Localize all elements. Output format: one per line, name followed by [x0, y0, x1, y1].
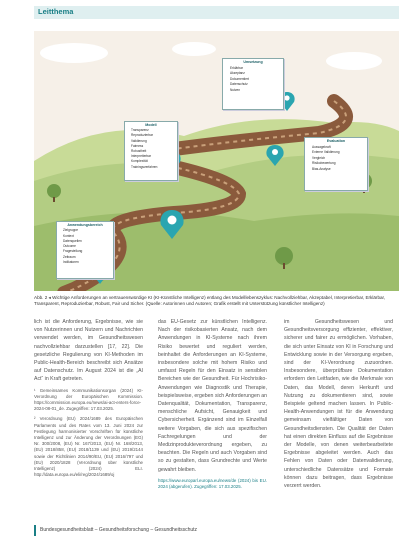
clipboard-item: Interpretierbar: [131, 154, 152, 159]
footnote: ¹ Gemeinsames Kommunikationsorgan (2024) KI-Verordnung der Europäischen Kommission. https://commission.europa.eu/news/ai-act-enters-force-2024-08-01_de. Zugegriffen: 17.03.2025.: [34, 387, 143, 412]
clipboard-item: Transparenz: [131, 128, 149, 133]
clipboard-box: [304, 137, 368, 191]
clipboard-item: Zielgruppe: [63, 228, 79, 233]
clipboard-item: Robustheit: [131, 148, 147, 153]
figure-illustration: [34, 31, 399, 291]
clipboard-item: Risikobewertung: [312, 161, 336, 165]
clipboard-item: Reproduzierbar: [131, 133, 153, 138]
clipboard-item: Komplexität: [131, 159, 148, 164]
section-label: Leitthema: [38, 7, 74, 16]
text-column-middle: [158, 318, 267, 490]
section-header: [34, 6, 399, 19]
body-paragraph: das EU-Gesetz zur künstlichen Intelligenz. Nach der risikobasierten Ansatz, nach dem Anwendungen in KI-Systeme nach ihrem Risiko bewertet und reguliert werden, beinhaltet die Anforderungen an KI-Systeme, insbesondere solche mit hohem Risiko und umfasst Regeln für den Einsatz in sensiblen Bereichen wie der Gesundheit. Für Hochrisiko-Anwendungen wie Diagnostik und Therapie, beispielsweise, ergeben sich Anforderungen an Datenqualität, Dokumentation, Transparenz, menschliche Aufsicht, Genauigkeit und Cybersicherheit. Ergänzend sind im Einzelfall weitere Vorgaben, die sich aus spezifischen Fachregelungen und der Medizinprodukteverordnung ergeben, zu beachten. Die Regeln und auch Vorgaben sind so zu gestalten, dass Grundrechte und Werte gewahrt bleiben.: [158, 319, 267, 473]
clipboard-item: Outcome: [63, 244, 76, 249]
clipboard-item: Erklärbar: [230, 65, 243, 70]
figure-caption: Abb. 2 ◂ Wichtige Anforderungen an vertrauenswürdige KI (KI-Künstliche Intelligenz) entlang des Modelllebenszyklus: Nachvollziehbar, Akzeptabel, Interpretierbar, Erklärbar, Transparent, Reproduzierbar, Robust, Fair und Sicher. (Quelle: Autorinnen und Autoren; Grafik erstellt mit Unterstützung künstlicher Intelligenz): [34, 295, 386, 307]
clipboard-item: Dokumentiert: [230, 76, 249, 81]
clipboard-item: Validierung: [131, 138, 147, 143]
clipboard-item: Trainingsverfahren: [131, 164, 158, 169]
body-paragraph: im Gesundheitswesen und Gesundheitsversorgung effizienter, effektiver, sicherer und fairer zu ermöglichen. Vorhaben, die sich unter Einsatz von KI in Forschung und Entwicklung sowie in der Versorgung ergeben, sind der KI-Verordnung zuzuordnen. Insbesondere, überprüfbare Dokumentation erfordern den Leitfaden, wie die Merkmale von Daten, das Modell, deren Herkunft und Nutzung zu dokumentieren sind, sowie Beispiele geltend machen lassen. In Public-Health-Anwendungen ist für die Anwendung gemeinsam vielfältiger Daten von Gesundheitsdiensten. Die Qualität der Daten hat einen direkten Einfluss auf die Ergebnisse der Modelle, von denen weiterbearbeitete Ergebnisse abgeleitet werden. Auch das Fehlen von Daten oder Datenvalidierung, unterschiedliche Datensätze und Formate können dazu beitragen, dass Ergebnisse verzerrt werden.: [284, 319, 393, 490]
text-column-left: [34, 318, 143, 478]
clipboard-item: Datenquellen: [63, 238, 82, 243]
clipboard-box: [56, 221, 114, 279]
clipboard-title: Modell: [145, 123, 157, 127]
clipboard-item: Zeitraum: [63, 254, 76, 259]
clipboard-item: Datenschutz: [230, 82, 248, 86]
clipboard-item: Akzeptanz: [230, 71, 245, 75]
footnote: ² Verordnung (EU) 2024/1689 des Europäischen Parlaments und des Rates vom 13. Juni 2024 zur Festlegung harmonisierter Vorschriften für künstliche Intelligenz und zur Änderung der Verordnungen (EG) Nr. 300/2008, (EU) Nr. 167/2013, (EU) Nr. 168/2013, (EU) 2018/858, (EU) 2018/1139 und (EU) 2019/2144 sowie der Richtlinien 2014/90/EU, (EU) 2016/797 und (EU) 2020/1828 (Verordnung über künstliche Intelligenz) (2024) ELI. http://data.europa.eu/eli/reg/2024/1689/oj: [34, 416, 143, 478]
clipboard-item: Externe Validierung: [312, 150, 340, 154]
footer-rule: [34, 525, 36, 536]
text-column-right: [284, 318, 393, 490]
clipboard-item: Aussagekraft: [312, 144, 331, 149]
clipboard-item: Fragestellung: [63, 249, 83, 254]
footnote-link[interactable]: https://www.europarl.europa.eu/news/de (2024) bis EU. 2024 (abgerufen). Zugegriffen: 17.03.2025.: [158, 477, 267, 490]
clipboard-title: Umsetzung: [243, 60, 263, 64]
page-footer: Bundesgesundheitsblatt – Gesundheitsforschung – Gesundheitsschutz: [40, 527, 198, 533]
clipboard-item: Bias-Analyse: [312, 166, 331, 171]
clipboard-title: Anwendungsbereich: [67, 223, 103, 227]
clipboard-item: Indikatoren: [63, 260, 79, 265]
clipboard-item: Kontext: [63, 233, 74, 238]
clipboard-box: [124, 121, 178, 181]
clipboard-item: Vergleich: [312, 155, 326, 160]
clipboard-item: Nutzen: [230, 87, 241, 92]
clipboard-item: Fairness: [131, 143, 144, 148]
clipboard-title: Evaluation: [326, 139, 346, 143]
body-paragraph: lich ist die Anforderung, Ergebnisse, wie sie von Nutzerinnen und Nutzern und Nachrichten verwendet werden, im Gesundheitswesen nachvollziehbar darzustellen [17, 22]. Die gesetzliche Regulierung von KI-Methoden im Public-Health-Bereich beschreibt sich Ansätze auf Datenschutz. Im August 2024 ist die „AI Act“ in Kraft getreten.: [34, 319, 143, 383]
clipboard-box: [222, 58, 284, 110]
